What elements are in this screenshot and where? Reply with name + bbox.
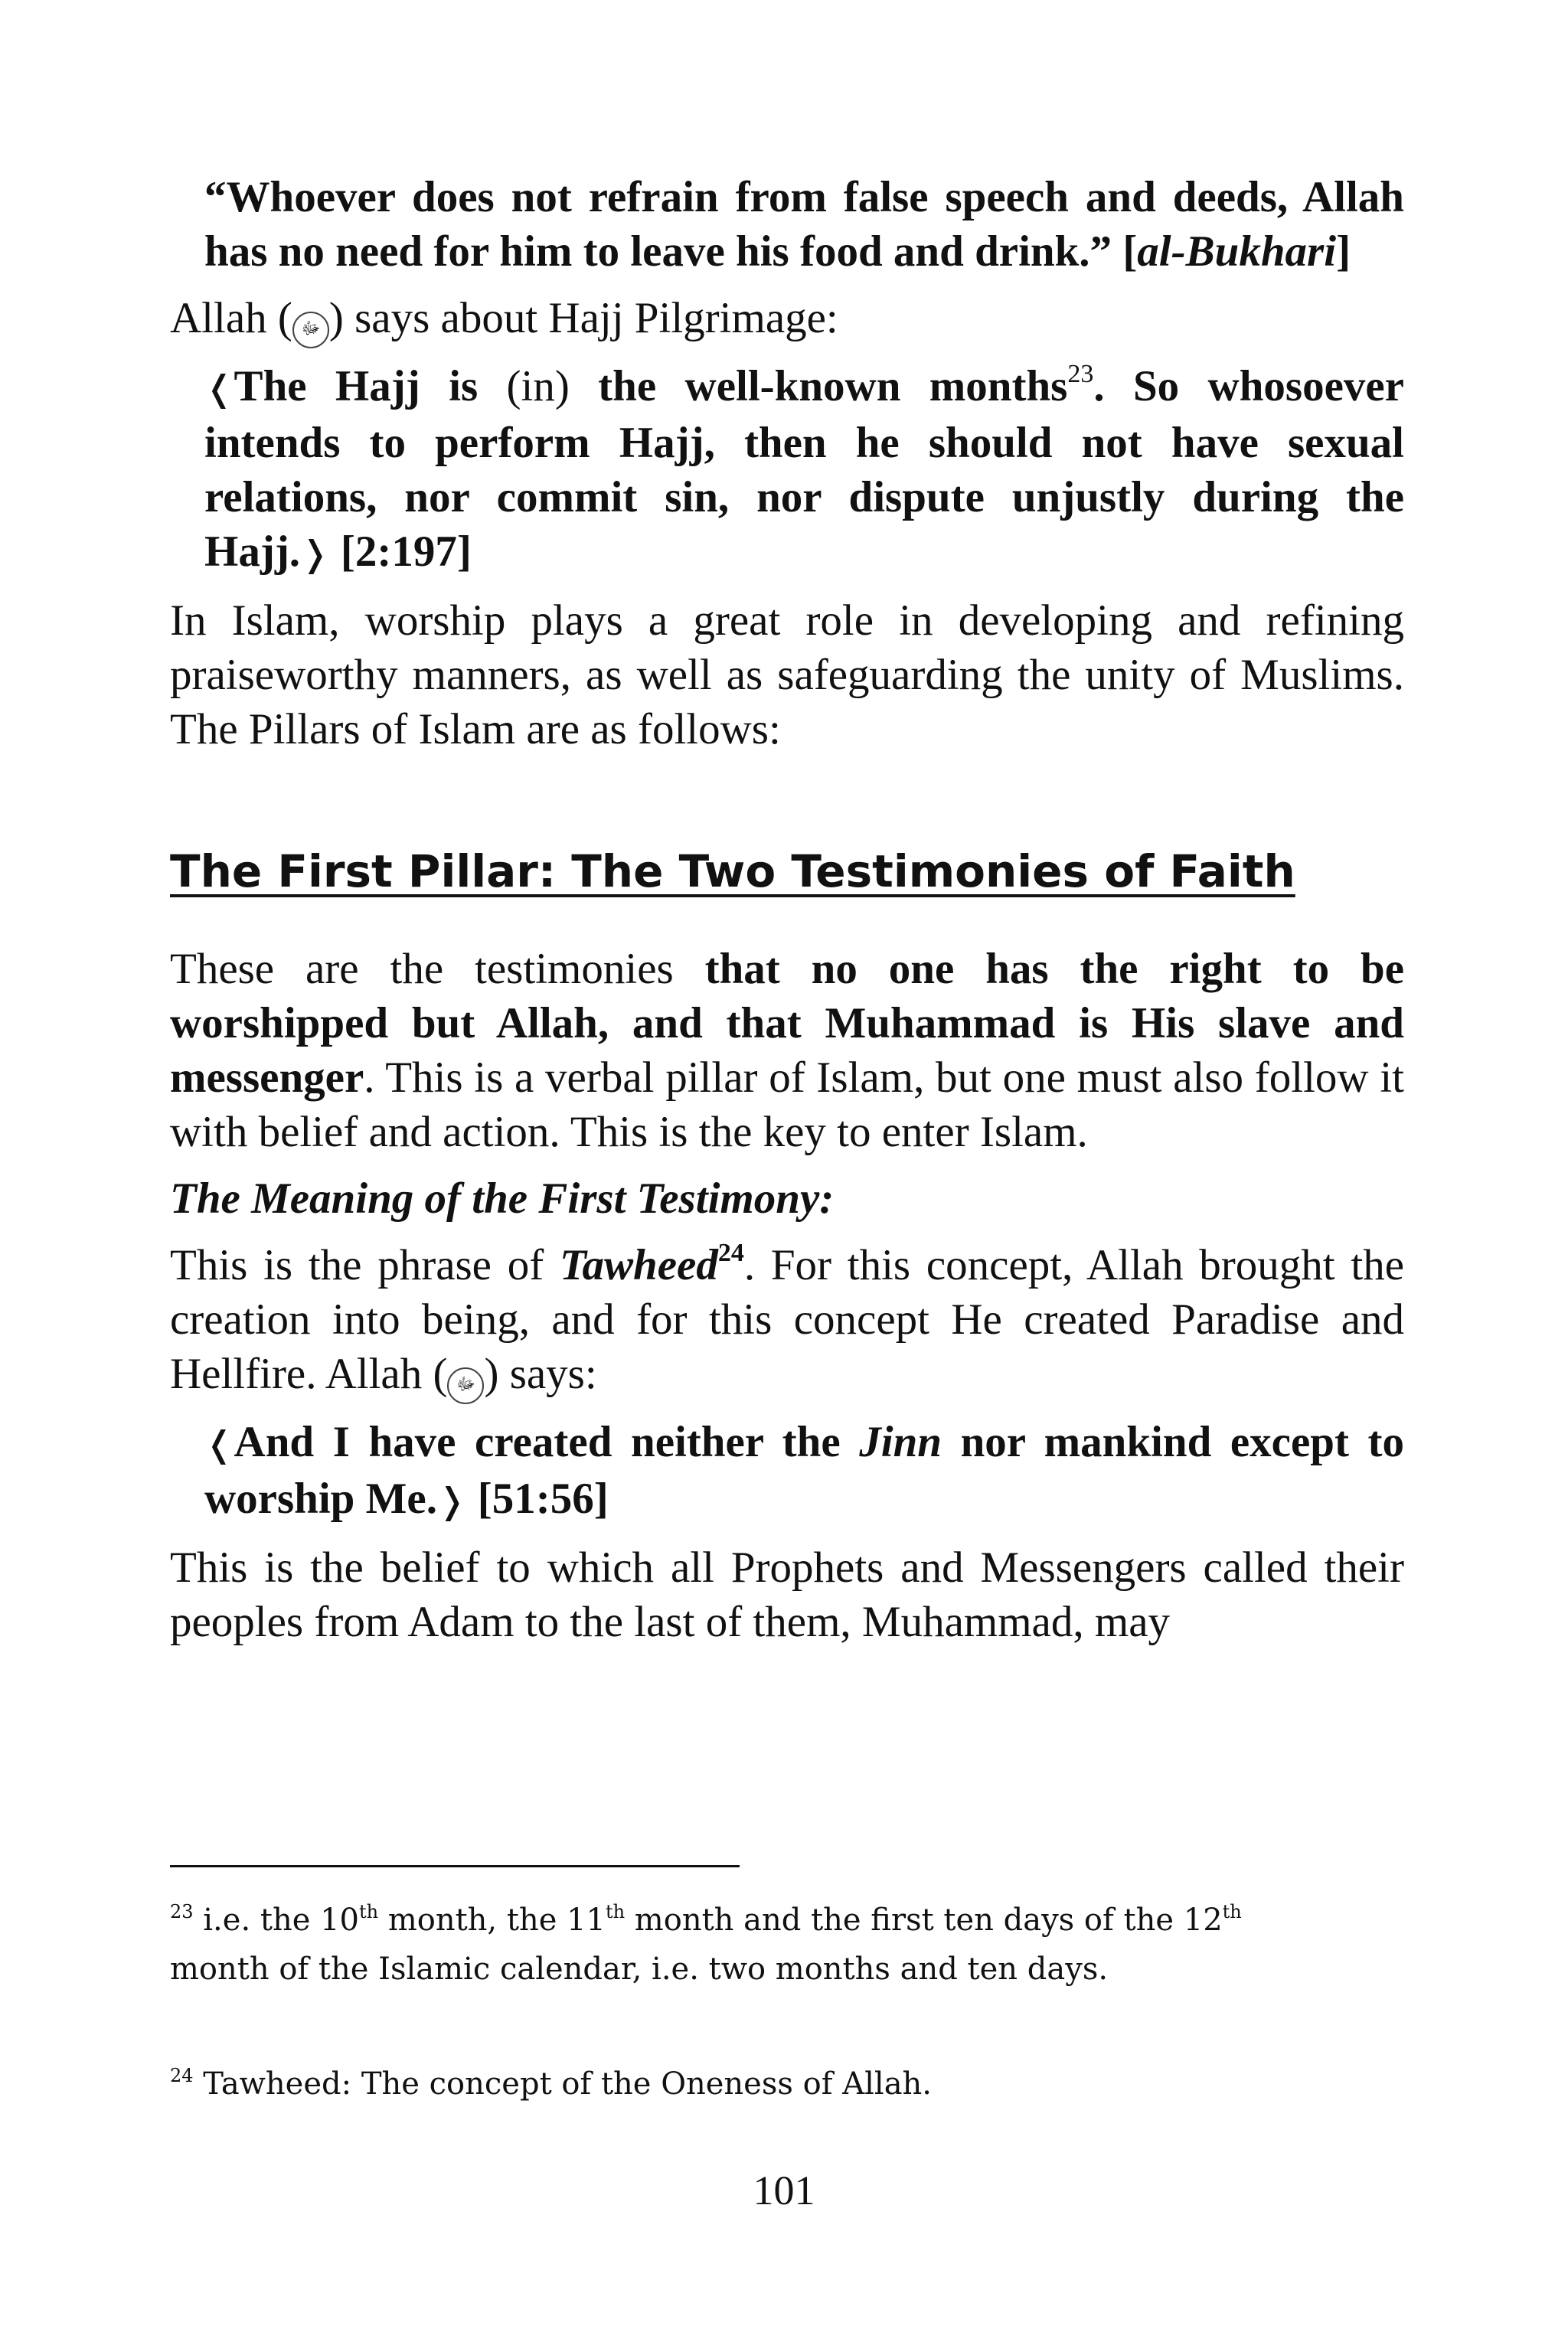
testimonies-bold: that no one has the right to be worshipped but Allah, and that Muhammad is His slave and messenger [170, 945, 1405, 1102]
verse2-part2: nor mankind except to worship Me. [204, 1418, 1405, 1523]
paragraph-islam-worship: In Islam, worship plays a great role in developing and refining praiseworthy manners, as well as safeguarding the unity of Muslims. The Pillars of Islam are as follows: [170, 596, 1404, 753]
tawheed-part2: . For this concept, Allah brought the creation into being, and for this concept He created Paradise and Hellfire. Allah ( [170, 1241, 1404, 1398]
footnote-23-th3: th [1222, 1901, 1242, 1922]
verse2-jinn: Jinn [859, 1418, 942, 1466]
verse1-part4: . So whosoever intends to perform Hajj, then he should not have sexual relations, nor commit sin, nor dispute unjustly during the Hajj. [204, 362, 1404, 576]
verse-open-bracket: ❬ [204, 1425, 234, 1464]
footnote-divider [170, 1865, 740, 1867]
quran-verse-hajj [204, 359, 1404, 581]
hadith-quote [204, 170, 1404, 279]
footnote-23-b: month, the 11 [378, 1903, 606, 1938]
hadith-source-open: [ [1122, 227, 1138, 276]
tawheed-term: Tawheed [559, 1241, 718, 1289]
footnote-ref-23: 23 [1067, 360, 1094, 388]
tawheed-part1: This is the phrase of [170, 1241, 560, 1289]
hajj-intro [170, 291, 1404, 348]
honorific-icon: ﷻ [447, 1367, 484, 1404]
hajj-intro-tail: ) says about Hajj Pilgrimage: [328, 294, 838, 342]
verse2-reference: [51:56] [466, 1475, 609, 1523]
verse2-part1: And I have created neither the [234, 1418, 860, 1466]
testimonies-part2: . This is a verbal pillar of Islam, but one must also follow it with belief and action. This is the key to enter Islam. [170, 1054, 1404, 1156]
footnote-24-text: Tawheed: The concept of the Oneness of Allah. [193, 2066, 933, 2102]
footnote-23-a: i.e. the 10 [193, 1903, 359, 1938]
footnote-23-c: month and the first ten days of the 12 [625, 1903, 1223, 1938]
subheading-first-testimony: The Meaning of the First Testimony: [170, 1174, 835, 1223]
verse1-part2: (in) [506, 362, 570, 410]
verse1-part3: the well-known months [569, 362, 1068, 410]
page-number: 101 [753, 2167, 815, 2213]
footnote-23-th2: th [605, 1901, 626, 1922]
hadith-source-name: al-Bukhari [1137, 227, 1337, 276]
tawheed-part3: ) says: [484, 1350, 597, 1398]
honorific-icon: ﷻ [292, 312, 329, 348]
footnote-ref-24: 24 [717, 1239, 744, 1267]
footnote-23-th1: th [359, 1901, 379, 1922]
hadith-source-close: ] [1336, 227, 1351, 276]
page-body [170, 170, 1404, 1649]
verse1-reference: [2:197] [329, 528, 472, 576]
footnote-24-number: 24 [170, 2065, 194, 2086]
footnote-23-number: 23 [170, 1901, 194, 1922]
paragraph-belief: This is the belief to which all Prophets and Messengers called their peoples from Adam to the last of them, Muhammad, may [170, 1544, 1404, 1646]
quran-verse-worship [204, 1415, 1404, 1528]
verse-open-bracket: ❬ [204, 369, 234, 408]
verse-close-bracket: ❭ [300, 534, 330, 573]
paragraph-testimonies [170, 942, 1404, 1159]
footnote-23 [170, 1896, 1404, 1994]
footnote-23-d: month of the Islamic calendar, i.e. two months and ten days. [170, 1952, 1109, 1987]
footnote-24 [170, 2060, 1404, 2109]
section-heading: The First Pillar: The Two Testimonies of Faith [170, 845, 1295, 897]
verse1-part1: The Hajj is [234, 362, 507, 410]
verse-close-bracket: ❭ [436, 1481, 467, 1521]
hajj-intro-lead: Allah ( [170, 294, 292, 342]
hadith-text: “Whoever does not refrain from false speech and deeds, Allah has no need for him to leave his food and drink.” [204, 173, 1404, 276]
paragraph-tawheed [170, 1238, 1404, 1404]
testimonies-part1: These are the testimonies [170, 945, 705, 993]
